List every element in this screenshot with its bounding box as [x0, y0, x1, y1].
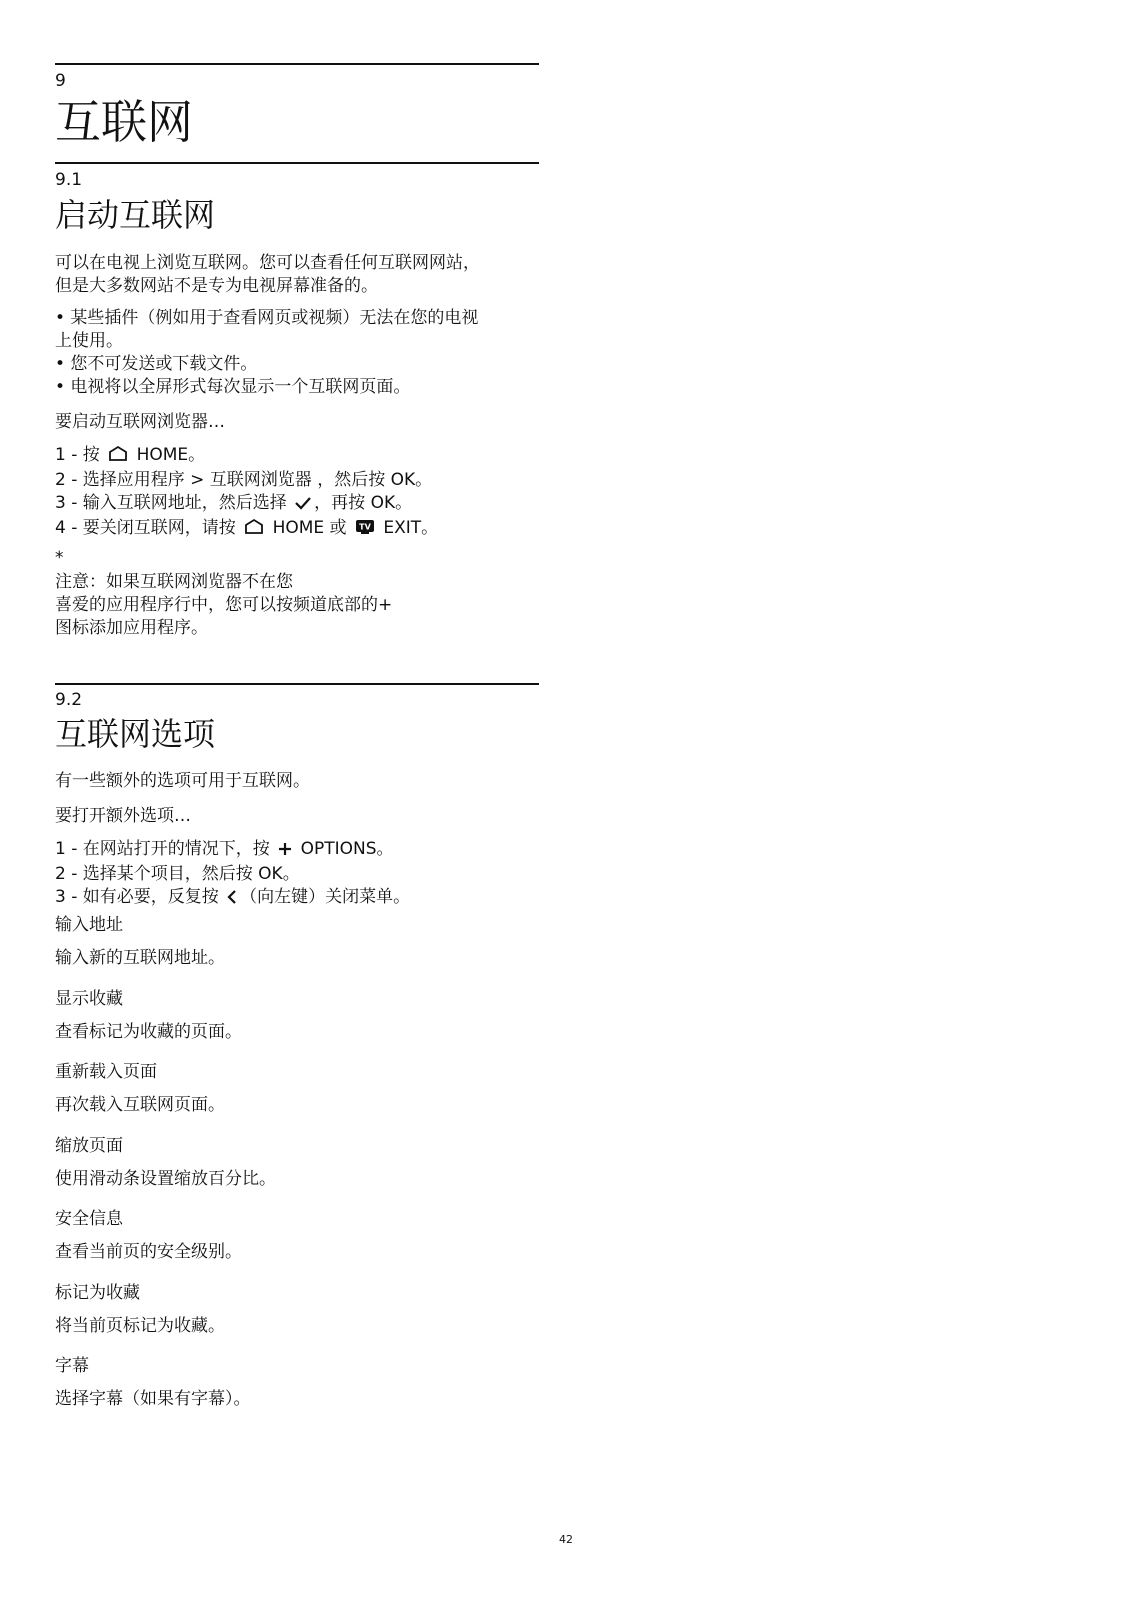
option-description: 输入新的互联网地址。: [55, 948, 225, 968]
list-item: [55, 1282, 276, 1356]
option-description: 再次载入互联网页面。: [55, 1095, 225, 1115]
list-item: • 您不可发送或下载文件。: [55, 354, 258, 374]
home-icon: [244, 518, 264, 542]
steps-list: [55, 444, 438, 542]
step-4: 4 - 要关闭互联网，请按 HOME 或 TV EXIT。: [55, 517, 438, 542]
section-intro: 可以在电视上浏览互联网。您可以查看任何互联网网站， 但是大多数网站不是专为电视屏幕准备的。: [55, 253, 480, 296]
option-title: 安全信息: [55, 1209, 123, 1229]
chapter-number: 9: [55, 71, 66, 91]
step-3: 3 - 输入互联网地址，然后选择 ，再按 OK。: [55, 492, 438, 517]
step-1: 1 - 在网站打开的情况下，按 OPTIONS。: [55, 838, 410, 863]
option-description: 使用滑动条设置缩放百分比。: [55, 1168, 276, 1189]
option-title: 输入地址: [55, 915, 123, 935]
list-item: [55, 988, 276, 1062]
option-title: 重新载入页面: [55, 1062, 157, 1082]
list-item: [55, 1355, 276, 1429]
option-description: 查看标记为收藏的页面。: [55, 1021, 242, 1042]
option-title: 标记为收藏: [55, 1282, 140, 1303]
list-item: [55, 1208, 276, 1282]
option-title: 字幕: [55, 1356, 89, 1376]
options-list: [55, 914, 276, 1429]
option-description: 查看当前页的安全级别。: [55, 1242, 242, 1262]
bullet-list: [55, 307, 478, 399]
section-title-9-1: 启动互联网: [55, 196, 216, 234]
back-arrow-icon: [227, 888, 237, 911]
list-item: • 某些插件（例如用于查看网页或视频）无法在您的电视 上使用。: [55, 308, 479, 351]
section-intro: 有一些额外的选项可用于互联网。: [55, 771, 310, 791]
section-number-9-1: 9.1: [55, 170, 83, 190]
section-rule-9-2: [55, 683, 539, 685]
start-browser-label: 要启动互联网浏览器…: [55, 412, 225, 432]
step-3: 3 - 如有必要，反复按 （向左键）关闭菜单。: [55, 886, 410, 911]
page-number: 42: [559, 1533, 573, 1546]
list-item: [55, 914, 276, 988]
step-2: 2 - 选择应用程序 > 互联网浏览器 ，然后按 OK。: [55, 470, 433, 490]
steps-list: [55, 838, 410, 911]
note-text: 注意：如果互联网浏览器不在您 喜爱的应用程序行中，您可以按频道底部的+ 图标添加应用程序。: [55, 572, 393, 638]
step-1: 1 - 按 HOME。: [55, 444, 438, 469]
plus-options-icon: [278, 840, 292, 863]
list-item: • 电视将以全屏形式每次显示一个互联网页面。: [55, 377, 411, 397]
note-marker: *: [55, 548, 64, 568]
option-description: 选择字幕（如果有字幕）。: [55, 1389, 251, 1409]
svg-text:TV: TV: [359, 522, 371, 532]
chapter-rule: [55, 63, 539, 65]
option-title: 缩放页面: [55, 1135, 123, 1156]
list-item: [55, 1061, 276, 1135]
open-options-label: 要打开额外选项…: [55, 806, 191, 826]
chapter-title: 互联网: [55, 95, 193, 149]
section-number-9-2: 9.2: [55, 690, 83, 710]
option-title: 显示收藏: [55, 988, 123, 1009]
section-title-9-2: 互联网选项: [55, 715, 216, 753]
checkmark-icon: [295, 494, 311, 517]
home-icon: [108, 445, 128, 469]
option-description: 将当前页标记为收藏。: [55, 1315, 225, 1336]
list-item: [55, 1135, 276, 1209]
step-2: 2 - 选择某个项目，然后按 OK。: [55, 864, 300, 884]
tv-icon: [355, 519, 375, 542]
section-rule-9-1: [55, 162, 539, 164]
